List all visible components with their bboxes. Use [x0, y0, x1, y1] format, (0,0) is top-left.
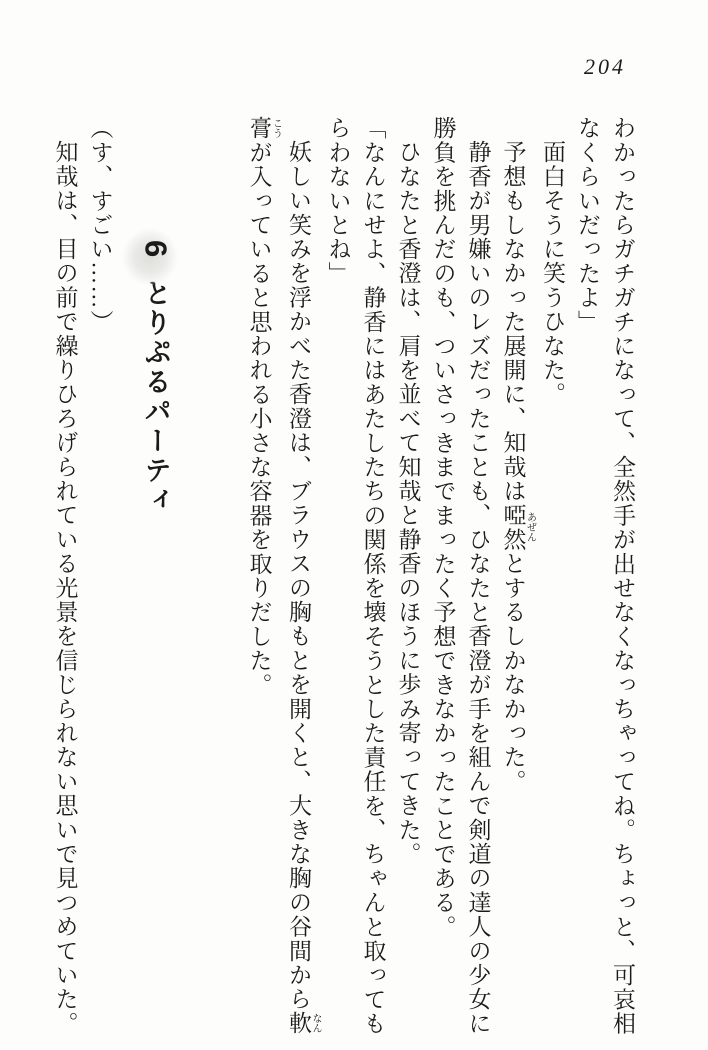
chapter-number: 6: [136, 240, 176, 257]
chapter-title: とりぷるパーティ: [140, 279, 171, 516]
text-line: 「なんにせよ、静香にはあたしたちの関係を壊そうとした責任を、ちゃんと取っても: [360, 116, 386, 1036]
text-line: 静香が男嫌いのレズだったことも、ひなたと香澄が手を組んで剣道の達人の少女に: [465, 140, 491, 1036]
ruby-annotated-word: 啞然 あぜん: [500, 503, 536, 552]
text-column-group-after: [48, 116, 118, 1046]
page-number: 204: [584, 54, 626, 79]
text-line: （す、すごい……）: [87, 116, 113, 334]
text-line: 面白そうに笑うひなた。: [540, 140, 565, 407]
text-line: 予想もしなかった展開に、知哉は啞然 あぜんとするしかなかった。: [500, 140, 536, 794]
body-text: [48, 116, 641, 1046]
text-line: 膏 こうが入っていると思われる小さな容器を取りだした。: [246, 116, 282, 697]
text-line: 勝負を挑んだのも、ついさっきまでまったく予想できなかったことである。: [430, 116, 456, 939]
ruby-annotated-word: 軟 なん: [286, 1011, 321, 1036]
text-line: らわないとね」: [325, 116, 351, 286]
text-line: わかったらガチガチになって、全然手が出せなくなっちゃってね。ちょっと、可哀相: [610, 116, 635, 1036]
text-column-group-before: [242, 116, 641, 1046]
chapter-heading: [136, 116, 176, 1046]
text-line: なくらいだったよ」: [575, 116, 600, 334]
ruby-annotated-word: 膏 こう: [246, 116, 282, 141]
text-line: 妖しい笑みを浮かべた香澄は、ブラウスの胸もとを開くと、大きな胸の谷間から軟 なん: [286, 140, 321, 1036]
text-line: ひなたと香澄は、肩を並べて知哉と静香のほうに歩み寄ってきた。: [395, 140, 421, 866]
text-line: 知哉は、目の前で繰りひろげられている光景を信じられない思いで見つめていた。: [52, 140, 78, 1036]
